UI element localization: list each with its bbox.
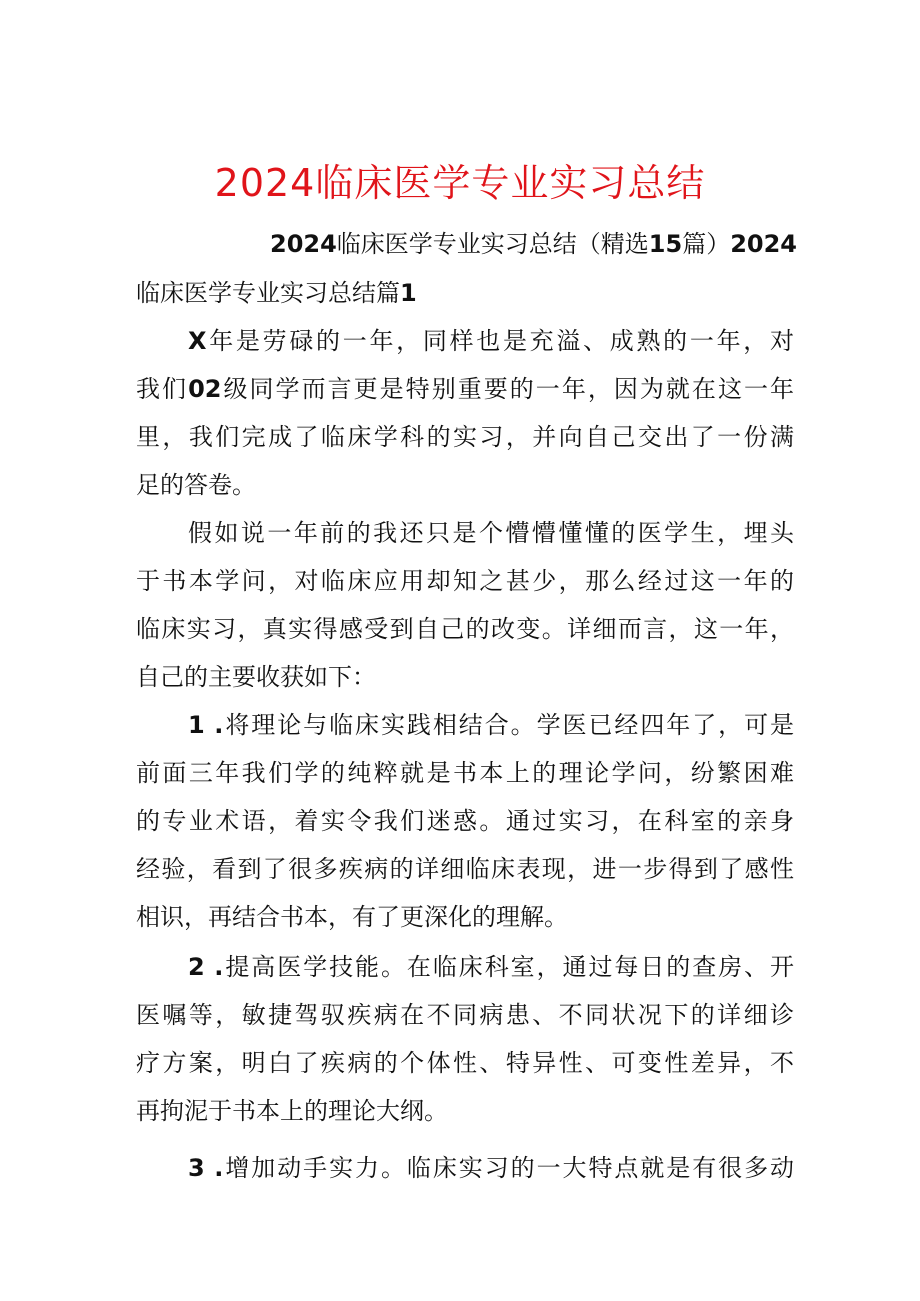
subtitle-year: 2024 xyxy=(270,230,337,258)
paragraph-line: 的专业术语，着实令我们迷惑。通过实习，在科室的亲身 xyxy=(136,807,794,835)
paragraph-text: 级同学而言更是特别重要的一年，因为就在这一年 xyxy=(221,375,795,403)
subtitle-year-2: 2024 xyxy=(730,230,797,258)
list-marker: . xyxy=(214,711,224,739)
section-heading: 临床医学专业实习总结篇 xyxy=(136,279,400,307)
list-item-line xyxy=(188,1152,794,1184)
paragraph-line: 医嘱等，敏捷驾驭疾病在不同病患、不同状况下的详细诊 xyxy=(136,1001,794,1029)
list-item-line xyxy=(188,709,794,741)
paragraph-line: 经验，看到了很多疾病的详细临床表现，进一步得到了感性 xyxy=(136,855,794,883)
paragraph-line: 前面三年我们学的纯粹就是书本上的理论学问，纷繁困难 xyxy=(136,759,794,787)
list-number: 3 xyxy=(188,1154,205,1182)
list-number: 2 xyxy=(188,953,205,981)
list-text: 提高医学技能。在临床科室，通过每日的查房、开 xyxy=(223,953,794,981)
list-marker: . xyxy=(214,953,224,981)
list-number: 1 xyxy=(188,711,205,739)
paragraph-line: 自己的主要收获如下： xyxy=(136,663,376,691)
paragraph-line: 足的答卷。 xyxy=(136,471,256,499)
paragraph-line xyxy=(136,373,794,405)
subtitle-count: 15 xyxy=(648,230,683,258)
paragraph-line: 临床实习，真实得感受到自己的改变。详细而言，这一年， xyxy=(136,615,794,643)
paragraph-line: 再拘泥于书本上的理论大纲。 xyxy=(136,1097,448,1125)
paragraph-text: 我们 xyxy=(136,375,189,403)
paragraph-number: 02 xyxy=(188,375,222,403)
list-marker: . xyxy=(214,1154,224,1182)
list-item-line xyxy=(188,951,794,983)
subtitle-line-1 xyxy=(270,228,797,260)
paragraph-line: 相识，再结合书本，有了更深化的理解。 xyxy=(136,903,568,931)
subtitle-line-2 xyxy=(136,277,794,309)
section-number: 1 xyxy=(400,279,417,307)
list-text: 将理论与临床实践相结合。学医已经四年了，可是 xyxy=(223,711,794,739)
paragraph-text: 年是劳碌的一年，同样也是充溢、成熟的一年，对 xyxy=(206,327,794,355)
subtitle-text: 临床医学专业实习总结（精选 xyxy=(336,230,649,258)
subtitle-suffix: 篇） xyxy=(682,230,731,258)
document-title: 2024临床医学专业实习总结 xyxy=(214,161,706,205)
paragraph-line: 里，我们完成了临床学科的实习，并向自己交出了一份满 xyxy=(136,423,794,451)
paragraph-lead: X xyxy=(188,327,207,355)
paragraph-line: 疗方案，明白了疾病的个体性、特异性、可变性差异，不 xyxy=(136,1049,794,1077)
list-text: 增加动手实力。临床实习的一大特点就是有很多动 xyxy=(223,1154,794,1182)
paragraph-line: 假如说一年前的我还只是个懵懵懂懂的医学生，埋头 xyxy=(188,519,794,547)
paragraph-line xyxy=(188,325,794,357)
paragraph-line: 于书本学问，对临床应用却知之甚少，那么经过这一年的 xyxy=(136,567,794,595)
